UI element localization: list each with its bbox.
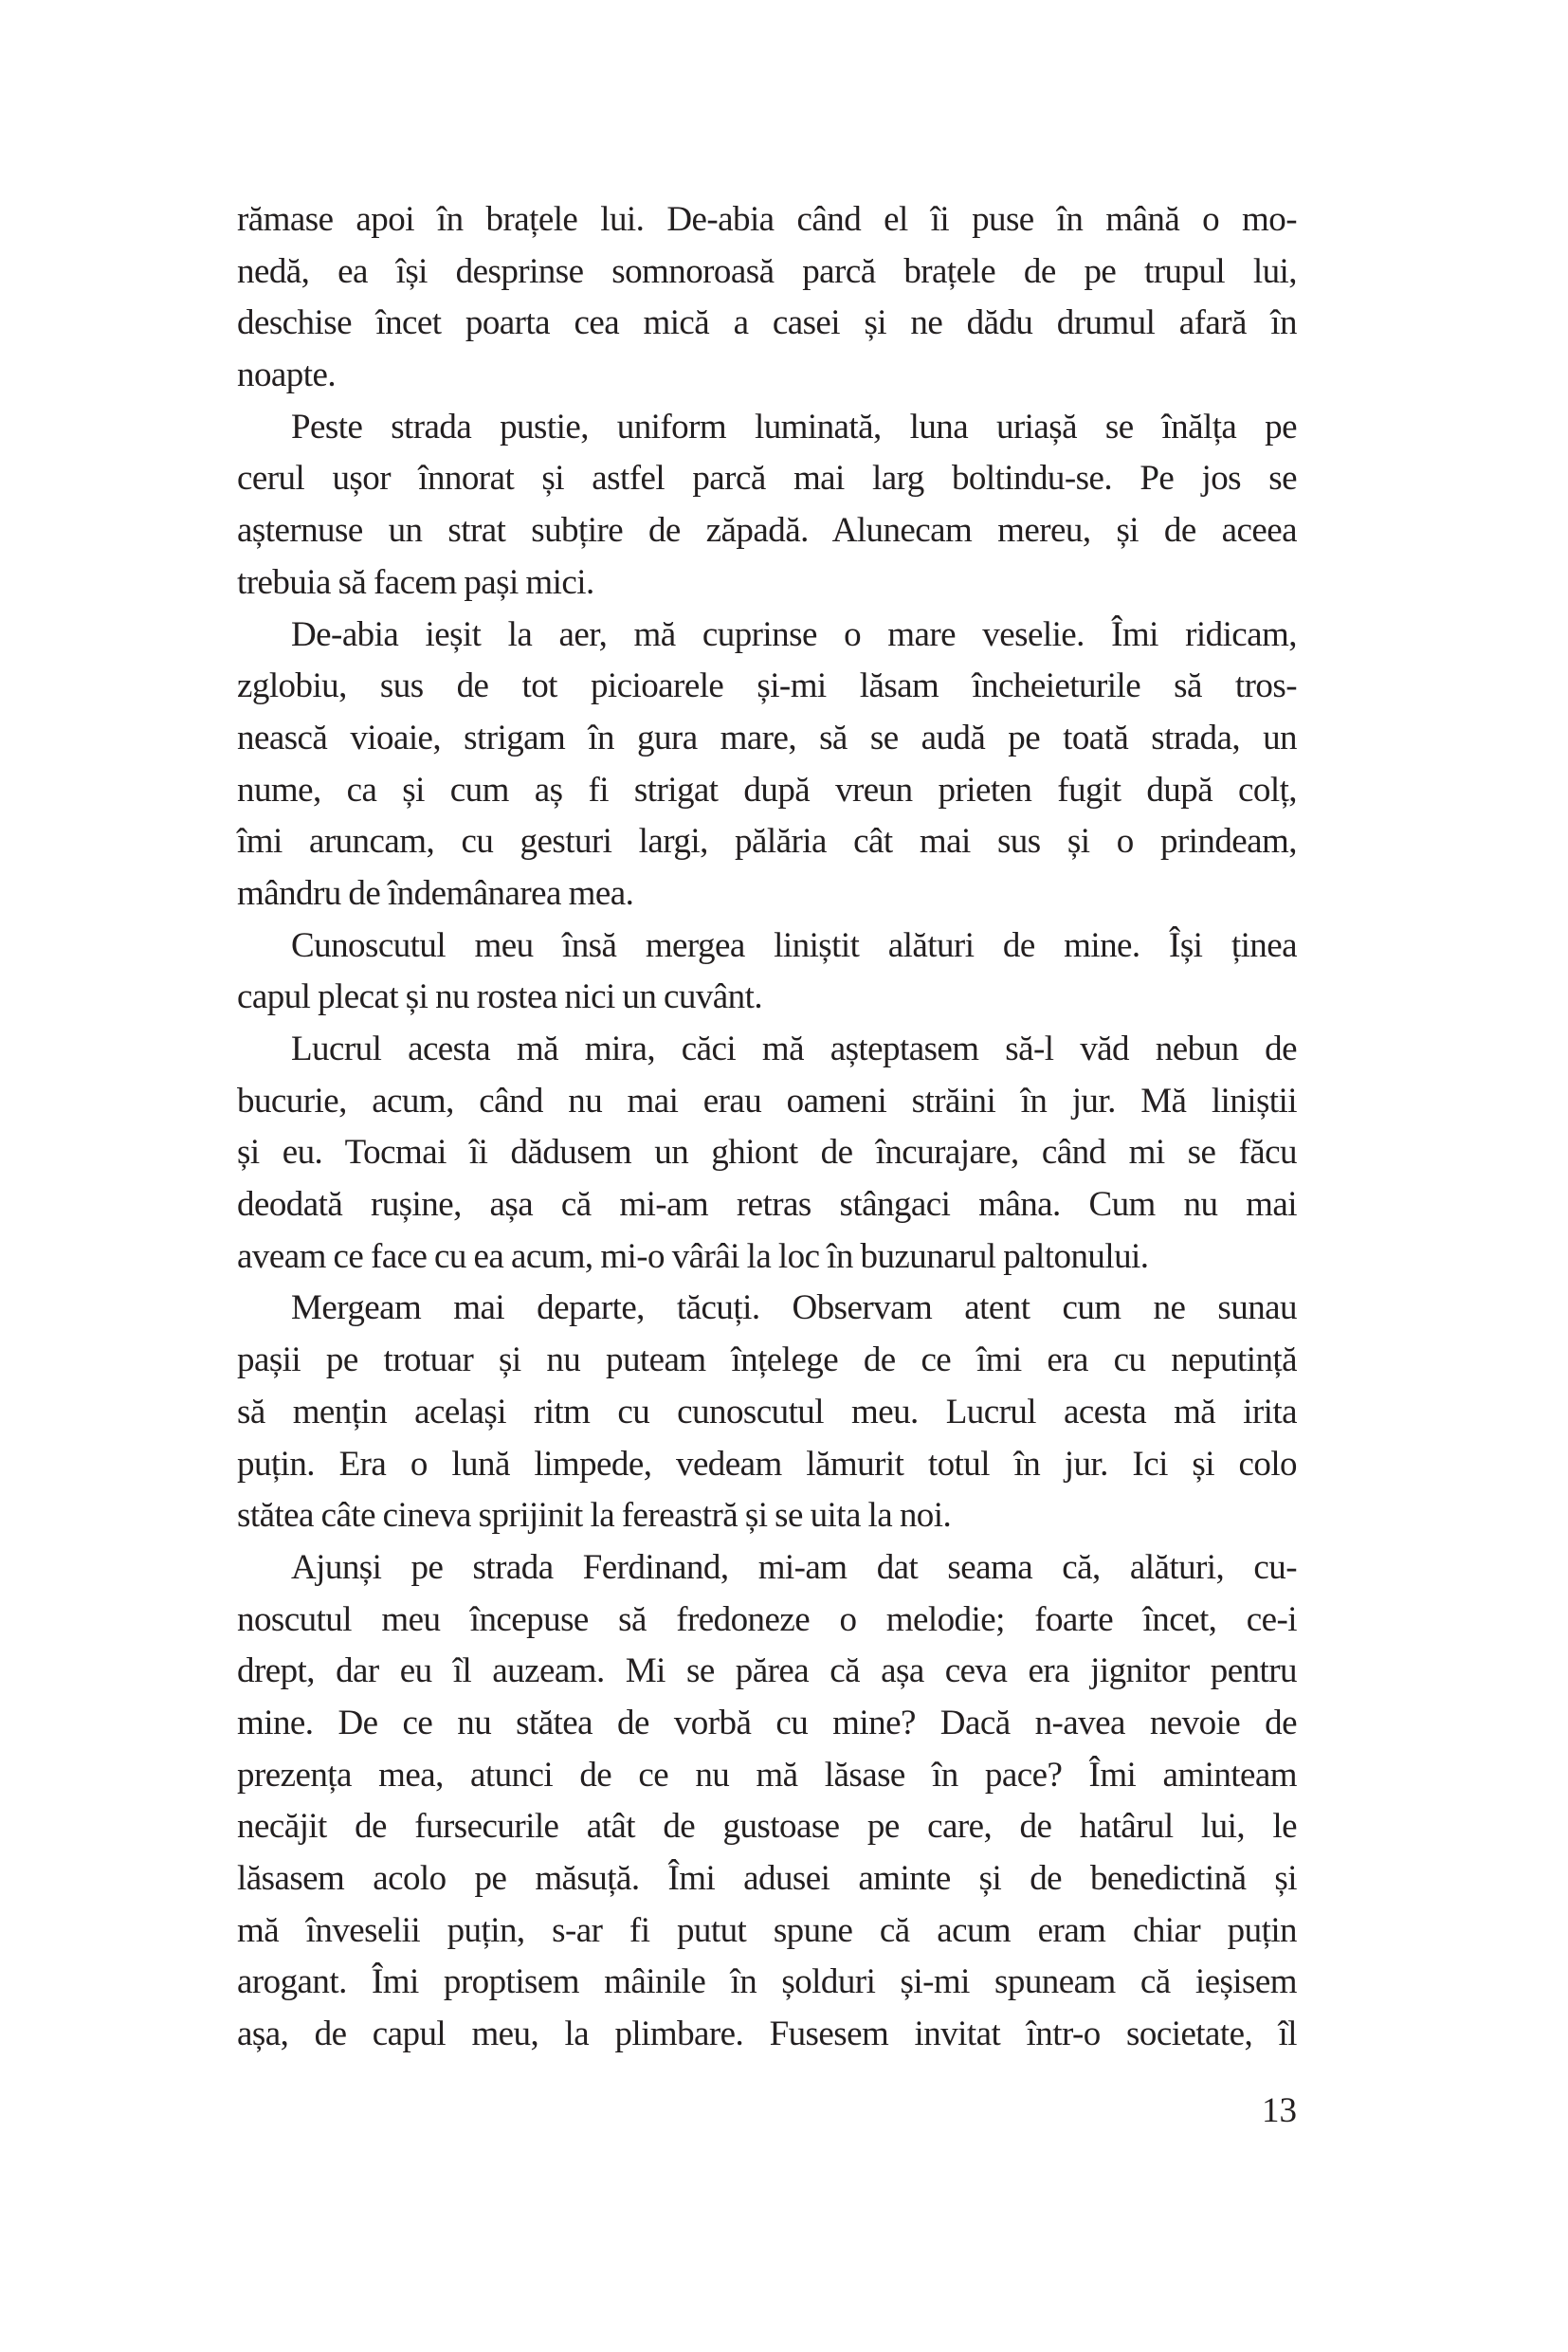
paragraph	[237, 610, 1297, 921]
text-line: capul plecat și nu rostea nici un cuvânt.	[237, 977, 763, 1017]
text-line: bucurie, acum, când nu mai erau oameni străini în jur. Mă liniștii	[237, 1081, 1297, 1121]
text-line: Lucrul acesta mă mira, căci mă așteptasem să-l văd nebun de	[291, 1030, 1297, 1068]
text-line: Cunoscutul meu însă mergea liniștit alături de mine. Își ținea	[291, 925, 1297, 965]
paragraph	[237, 194, 1297, 402]
text-line: noscutul meu începuse să fredoneze o melodie; foarte încet, ce-i	[237, 1599, 1297, 1639]
text-line: deschise încet poarta cea mică a casei și ne dădu drumul afară în	[237, 303, 1297, 343]
text-line: și eu. Tocmai îi dădusem un ghiont de încurajare, când mi se făcu	[237, 1133, 1297, 1173]
text-line: Ajunși pe strada Ferdinand, mi-am dat seama că, alături, cu-	[291, 1547, 1297, 1587]
text-line: rămase apoi în brațele lui. De-abia când el îi puse în mână o mo-	[237, 200, 1297, 239]
text-line: mă înveselii puțin, s-ar fi putut spune că acum eram chiar puțin	[237, 1910, 1297, 1950]
body-text	[237, 194, 1297, 2061]
text-line: trebuia să facem pași mici.	[237, 562, 594, 602]
text-line: zglobiu, sus de tot picioarele și-mi lăsam încheieturile să tros-	[237, 666, 1297, 706]
text-line: aveam ce face cu ea acum, mi-o vârâi la loc în buzunarul paltonului.	[237, 1236, 1149, 1276]
paragraph	[237, 1283, 1297, 1541]
paragraph	[237, 402, 1297, 610]
text-line: nedă, ea își desprinse somnoroasă parcă brațele de pe trupul lui,	[237, 251, 1297, 291]
text-line: arogant. Îmi proptisem mâinile în șolduri și-mi spuneam că ieșisem	[237, 1962, 1297, 2002]
text-line: așternuse un strat subțire de zăpadă. Alunecam mereu, și de aceea	[237, 511, 1297, 551]
page-number: 13	[1262, 2091, 1297, 2130]
paragraph	[237, 1542, 1297, 2061]
paragraph	[237, 921, 1297, 1024]
paragraph	[237, 1024, 1297, 1283]
text-line: așa, de capul meu, la plimbare. Fusesem invitat într-o societate, îl	[237, 2015, 1297, 2054]
text-line: stătea câte cineva sprijinit la fereastră și se uita la noi.	[237, 1496, 952, 1536]
text-line: Peste strada pustie, uniform luminată, luna uriașă se înălța pe	[291, 407, 1297, 447]
text-line: nească vioaie, strigam în gura mare, să se audă pe toată strada, un	[237, 718, 1297, 757]
text-line: să mențin același ritm cu cunoscutul meu. Lucrul acesta mă irita	[237, 1392, 1297, 1431]
text-line: Mergeam mai departe, tăcuți. Observam atent cum ne sunau	[291, 1288, 1297, 1328]
text-line: mine. De ce nu stătea de vorbă cu mine? Dacă n-avea nevoie de	[237, 1703, 1297, 1742]
text-line: noapte.	[237, 356, 337, 395]
text-line: De-abia ieșit la aer, mă cuprinse o mare veselie. Îmi ridicam,	[291, 614, 1297, 654]
text-line: pașii pe trotuar și nu puteam înțelege de ce îmi era cu neputință	[237, 1340, 1297, 1380]
text-line: necăjit de fursecurile atât de gustoase pe care, de hatârul lui, le	[237, 1807, 1297, 1847]
text-line: puțin. Era o lună limpede, vedeam lămurit totul în jur. Ici și colo	[237, 1444, 1297, 1484]
text-line: îmi aruncam, cu gesturi largi, pălăria cât mai sus și o prindeam,	[237, 822, 1297, 862]
text-line: mândru de îndemânarea mea.	[237, 873, 634, 913]
text-line: nume, ca și cum aș fi strigat după vreun prieten fugit după colț,	[237, 770, 1297, 810]
text-line: lăsasem acolo pe măsuță. Îmi adusei aminte și de benedictină și	[237, 1859, 1297, 1898]
text-line: prezența mea, atunci de ce nu mă lăsase în pace? Îmi aminteam	[237, 1755, 1297, 1795]
text-line: deodată rușine, așa că mi-am retras stângaci mâna. Cum nu mai	[237, 1185, 1297, 1225]
text-line: drept, dar eu îl auzeam. Mi se părea că așa ceva era jignitor pentru	[237, 1651, 1297, 1691]
text-line: cerul ușor înnorat și astfel parcă mai larg boltindu-se. Pe jos se	[237, 459, 1297, 499]
